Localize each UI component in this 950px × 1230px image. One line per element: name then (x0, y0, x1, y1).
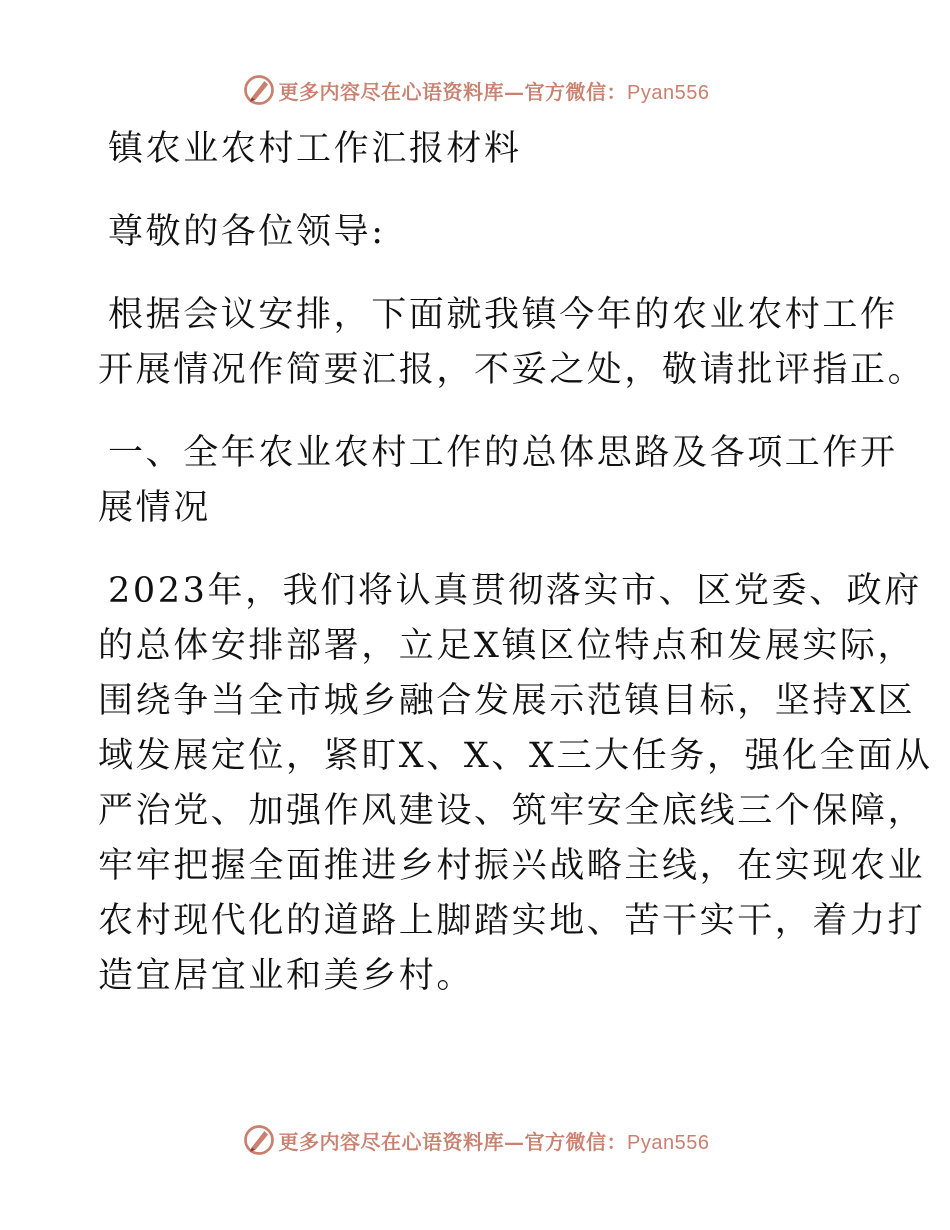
pen-logo-icon (241, 72, 277, 108)
section1-heading: 一、全年农业农村工作的总体思路及各项工作开 展情况 (98, 433, 898, 528)
footer-watermark-banner (0, 1120, 950, 1160)
salutation: 尊敬的各位领导: (108, 212, 386, 252)
section1-body-paragraph: 2023年，我们将认真贯彻落实市、区党委、政府 的总体安排部署，立足X镇区位特点和发展实际， 围绕争当全市城乡融合发展示范镇目标，坚持X区 域发展定位，紧盯X、X、X三大任务，强化全面从 严治党、加强作风建设、筑牢安全底线三个保障， 牢牢把握全面推进乡村振兴战略主线，在实现农业 农村现代化的道路上脚踏实地、苦干实干，着力打 造宜居宜业和美乡村。 (98, 571, 933, 996)
document-body (98, 122, 933, 1032)
footer-wechat-id: Pyan556 (627, 1131, 710, 1154)
pen-logo-icon (241, 1122, 277, 1158)
header-watermark-text: 更多内容尽在心语资料库—官方微信：Pyan556 (278, 79, 710, 104)
header-watermark-banner (0, 70, 950, 110)
header-wechat-id: Pyan556 (627, 81, 710, 104)
intro-paragraph: 根据会议安排，下面就我镇今年的农业农村工作 开展情况作简要汇报，不妥之处，敬请批评指正。 (98, 295, 926, 390)
document-title: 镇农业农村工作汇报材料 (108, 129, 522, 169)
footer-watermark-text: 更多内容尽在心语资料库—官方微信：Pyan556 (278, 1129, 710, 1154)
